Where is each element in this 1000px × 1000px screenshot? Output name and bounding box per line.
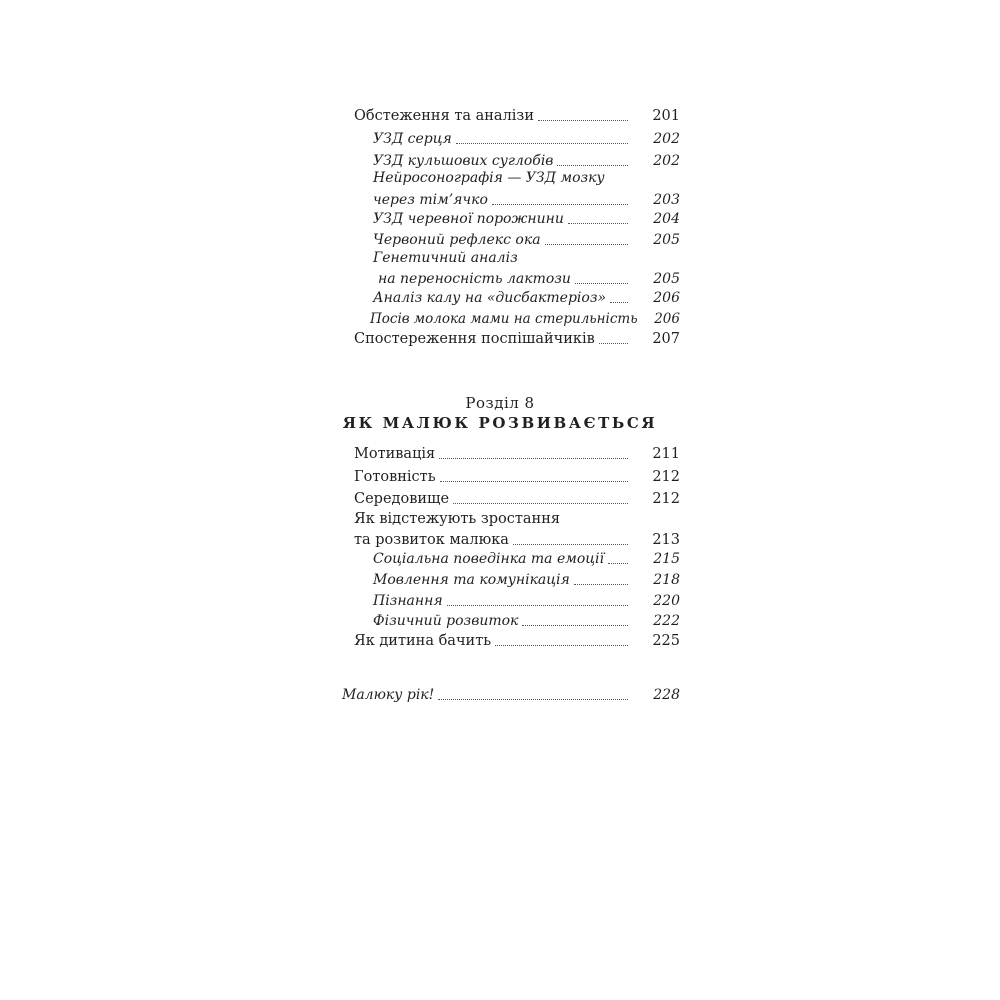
dot-leader [513, 544, 628, 545]
dot-leader [538, 120, 628, 121]
toc-page-number: 203 [653, 192, 680, 208]
toc-entry-label-line1: Генетичний аналіз [373, 250, 518, 266]
dot-leader [492, 204, 628, 205]
toc-entry [354, 443, 680, 465]
toc-entry [370, 308, 680, 330]
chapter-title: ЯК МАЛЮК РОЗВИВАЄТЬСЯ [342, 414, 658, 432]
toc-entry-label: УЗД серця [373, 131, 452, 147]
chapter-label: Розділ 8 [465, 394, 535, 412]
dot-leader [568, 223, 628, 224]
dot-leader [557, 165, 628, 166]
toc-entry [354, 105, 680, 127]
dot-leader [575, 283, 628, 284]
toc-entry-label: Спостереження поспішайчиків [354, 331, 595, 347]
toc-entry [354, 328, 680, 350]
toc-entry-label: на переносність лактози [378, 271, 571, 287]
toc-page-number: 206 [653, 290, 680, 306]
toc-entry-label-line1: Як відстежують зростання [354, 511, 561, 527]
toc-entry-label: Обстеження та аналізи [354, 108, 534, 124]
toc-entry [373, 610, 680, 632]
dot-leader [495, 645, 628, 646]
toc-entry-label: Аналіз калу на «дисбактеріоз» [373, 290, 607, 306]
toc-entry [373, 128, 680, 150]
toc-page-number: 211 [652, 446, 680, 462]
toc-entry-label: Фізичний розвиток [373, 613, 519, 629]
toc-page-number: 215 [653, 551, 680, 567]
toc-entry [373, 569, 680, 591]
toc-entry-label: Середовище [354, 491, 450, 507]
toc-entry-label: Як дитина бачить [354, 633, 492, 649]
dot-leader [440, 481, 628, 482]
toc-entry-label-line1: Нейросонографія — УЗД мозку [373, 170, 605, 186]
toc-page-number: 225 [652, 633, 680, 649]
dot-leader [545, 244, 628, 245]
dot-leader [456, 143, 628, 144]
dot-leader [599, 343, 628, 344]
dot-leader [439, 458, 628, 459]
toc-page-number: 202 [653, 153, 680, 169]
toc-page-number: 212 [652, 469, 680, 485]
dot-leader [522, 625, 628, 626]
dot-leader [608, 563, 628, 564]
toc-page-number: 204 [653, 211, 680, 227]
toc-entry-label: Червоний рефлекс ока [373, 232, 541, 248]
toc-entry-label: та розвиток малюка [354, 532, 509, 548]
toc-entry [354, 630, 680, 652]
toc-entry-label: УЗД черевної порожнини [373, 211, 564, 227]
toc-entry [354, 488, 680, 510]
toc-page-number: 206 [654, 311, 680, 327]
toc-page-number: 222 [653, 613, 680, 629]
toc-entry [373, 548, 680, 570]
toc-entry-label: УЗД кульшових суглобів [373, 153, 554, 169]
dot-leader [438, 699, 628, 700]
toc-entry-label: Мотивація [354, 446, 436, 462]
toc-page-number: 202 [653, 131, 680, 147]
toc-page-number: 213 [652, 532, 680, 548]
toc-entry-label: Пізнання [373, 593, 443, 609]
toc-entry-label: Соціальна поведінка та емоції [373, 551, 605, 567]
toc-entry [373, 208, 680, 230]
toc-page-number: 205 [653, 271, 680, 287]
toc-entry-label: Посів молока мами на стерильність [370, 311, 638, 327]
toc-entry-label: Мовлення та комунікація [373, 572, 570, 588]
toc-entry-label: через тім’ячко [373, 192, 488, 208]
toc-page-number: 218 [653, 572, 680, 588]
dot-leader [447, 605, 628, 606]
toc-page-number: 201 [652, 108, 680, 124]
toc-entry [354, 466, 680, 488]
toc-entry [373, 590, 680, 612]
toc-page-number: 212 [652, 491, 680, 507]
dot-leader [574, 584, 628, 585]
toc-entry [342, 684, 680, 706]
toc-page-number: 228 [653, 687, 680, 703]
dot-leader [610, 302, 628, 303]
toc-page-number: 220 [653, 593, 680, 609]
toc-entry-label: Готовність [354, 469, 436, 485]
toc-page-number: 205 [653, 232, 680, 248]
toc-entry [373, 287, 680, 309]
dot-leader [453, 503, 628, 504]
toc-entry-label: Малюку рік! [342, 687, 435, 703]
toc-page-number: 207 [652, 331, 680, 347]
